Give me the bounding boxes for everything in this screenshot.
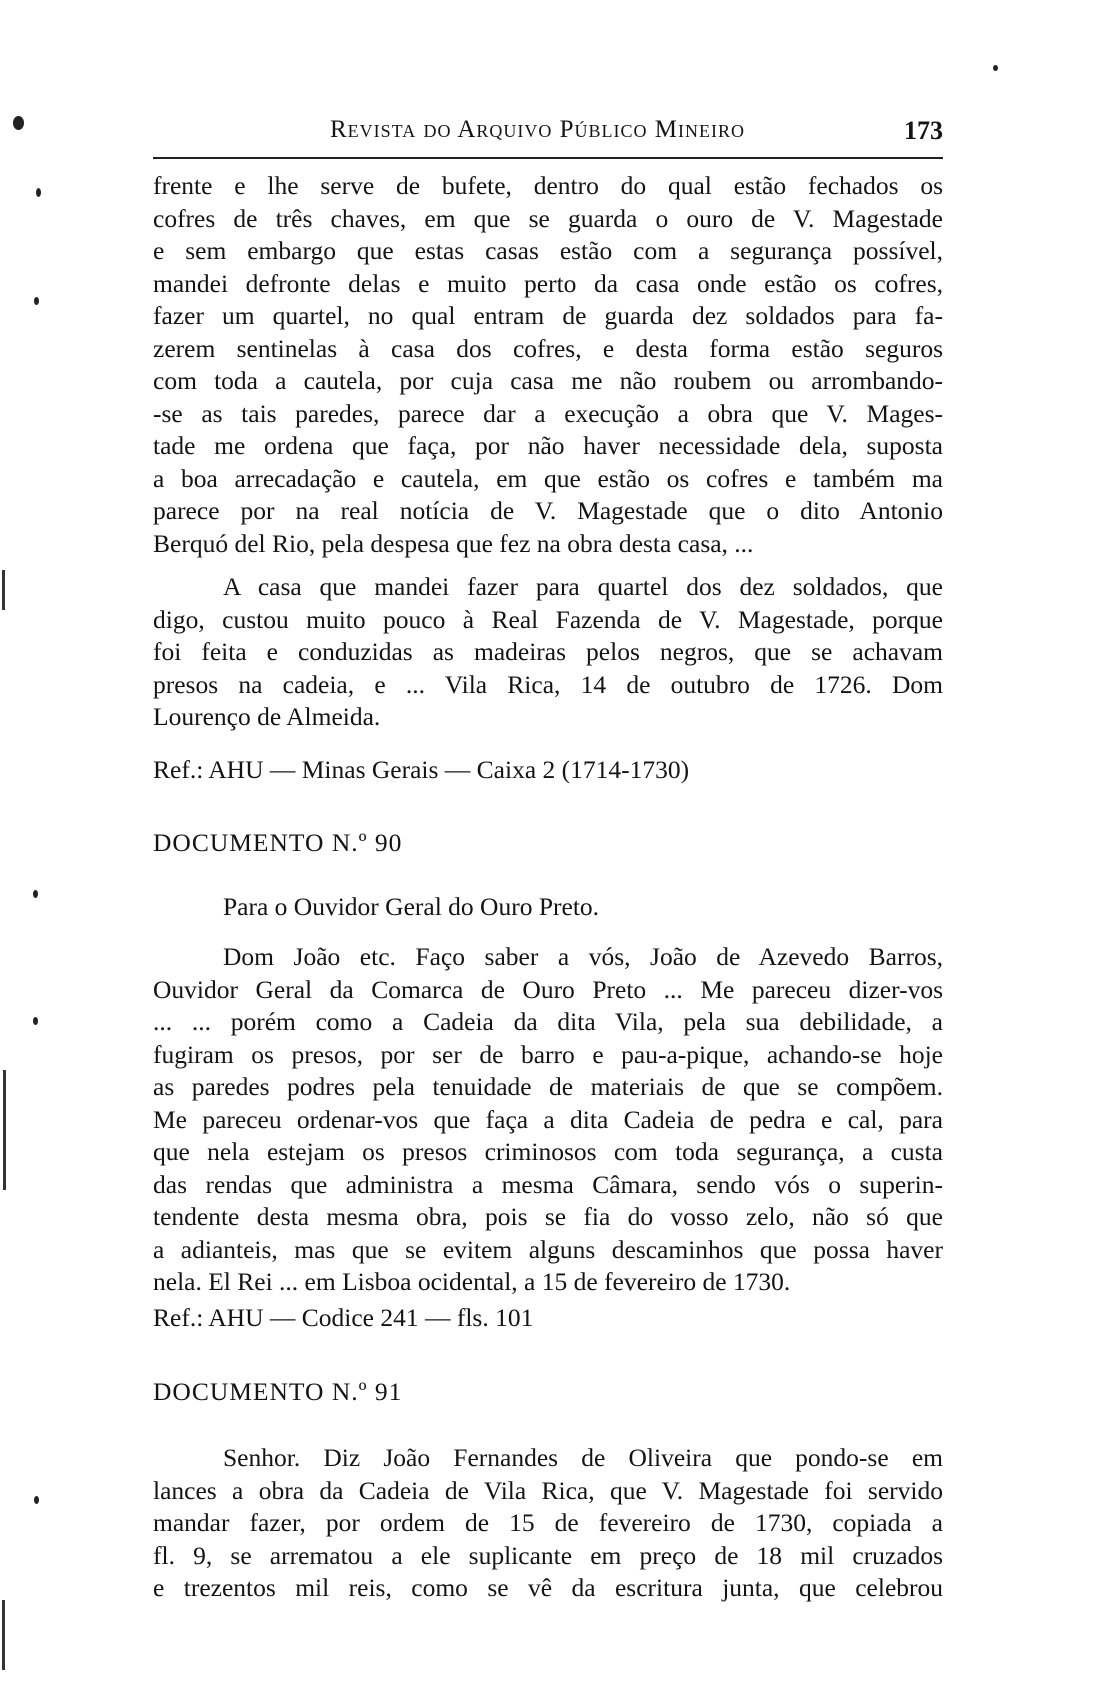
page-number: 173 [904,116,943,145]
scan-speck [13,116,24,130]
text-line: Para o Ouvidor Geral do Ouro Preto. [223,892,600,921]
text-line: e trezentos mil reis, como se vê da escritura junta, que celebrou [153,1573,943,1602]
text-line: Berquó del Rio, pela despesa que fez na obra desta casa, ... [153,528,754,558]
text-line: a boa arrecadação e cautela, em que estão os cofres e também ma [153,463,943,493]
scan-speck [34,1496,39,1504]
text-line: foi feita e conduzidas as madeiras pelos negros, que se achavam [153,637,943,666]
scan-speck [34,297,39,305]
running-header [153,116,943,150]
scan-speck [36,188,41,197]
text-line: Ouvidor Geral da Comarca de Ouro Preto ... Me pareceu dizer-vos [153,974,943,1004]
text-line: frente e lhe serve de bufete, dentro do qual estão fechados os [153,171,943,200]
scan-margin-stroke [3,1070,6,1190]
paragraph-royal-order [153,941,943,1299]
paragraph-quartel [153,571,943,734]
text-line: parece por na real notícia de V. Magestade que o dito Antonio [153,496,943,525]
text-line: -se as tais paredes, parece dar a execução a obra que V. Mages- [153,398,943,428]
text-line: presos na cadeia, e ... Vila Rica, 14 de outubro de 1726. Dom [153,669,943,699]
text-line: A casa que mandei fazer para quartel dos dez soldados, que [223,572,943,601]
text-line: digo, custou muito pouco à Real Fazenda de V. Magestade, porque [153,604,943,634]
scan-speck [33,1017,38,1025]
running-title: Revista do Arquivo Público Mineiro [330,116,746,143]
text-line: lances a obra da Cadeia de Vila Rica, que V. Magestade foi servido [153,1475,943,1505]
text-line: Senhor. Diz João Fernandes de Oliveira que pondo-se em [223,1443,943,1472]
document-heading: DOCUMENTO N.º 91 [153,1377,403,1406]
scan-speck [33,890,38,898]
paragraph-continuation [153,170,943,560]
text-line: zerem sentinelas à casa dos cofres, e desta forma estão seguros [153,333,943,363]
header-rule [153,157,943,159]
text-line: Me pareceu ordenar-vos que faça a dita Cadeia de pedra e cal, para [153,1104,943,1134]
text-line: cofres de três chaves, em que se guarda o ouro de V. Magestade [153,203,943,233]
text-line: fugiram os presos, por ser de barro e pau-a-pique, achando-se hoje [153,1039,943,1069]
paragraph-address [153,891,943,924]
scan-speck [993,65,998,71]
text-line: Dom João etc. Faço saber a vós, João de Azevedo Barros, [223,942,943,971]
text-line: tade me ordena que faça, por não haver necessidade dela, suposta [153,431,943,460]
text-line: com toda a cautela, por cuja casa me não roubem ou arrombando- [153,366,943,395]
paragraph-petition [153,1442,943,1605]
text-line: Lourenço de Almeida. [153,702,381,731]
scan-margin-stroke [2,570,5,610]
reference-line: Ref.: AHU — Minas Gerais — Caixa 2 (1714-1730) [153,755,690,784]
text-line: que nela estejam os presos criminosos com toda segurança, a custa [153,1137,943,1166]
text-line: mandei defronte delas e muito perto da casa onde estão os cofres, [153,268,943,298]
document-heading: DOCUMENTO N.º 90 [153,828,403,857]
text-line: mandar fazer, por ordem de 15 de fevereiro de 1730, copiada a [153,1508,943,1537]
text-line: das rendas que administra a mesma Câmara, sendo vós o superin- [153,1169,943,1199]
text-line: a adianteis, mas que se evitem alguns descaminhos que possa haver [153,1234,943,1264]
text-line: tendente desta mesma obra, pois se fia do vosso zelo, não só que [153,1202,943,1231]
text-line: ... ... porém como a Cadeia da dita Vila, pela sua debilidade, a [153,1007,943,1036]
reference-line: Ref.: AHU — Codice 241 — fls. 101 [153,1303,534,1332]
text-line: as paredes podres pela tenuidade de materiais de que se compõem. [153,1072,943,1101]
scan-margin-stroke [2,1600,5,1670]
text-line: e sem embargo que estas casas estão com a segurança possível, [153,236,943,265]
text-line: fazer um quartel, no qual entram de guarda dez soldados para fa- [153,301,943,330]
text-line: nela. El Rei ... em Lisboa ocidental, a 15 de fevereiro de 1730. [153,1267,791,1296]
text-line: fl. 9, se arrematou a ele suplicante em preço de 18 mil cruzados [153,1540,943,1570]
